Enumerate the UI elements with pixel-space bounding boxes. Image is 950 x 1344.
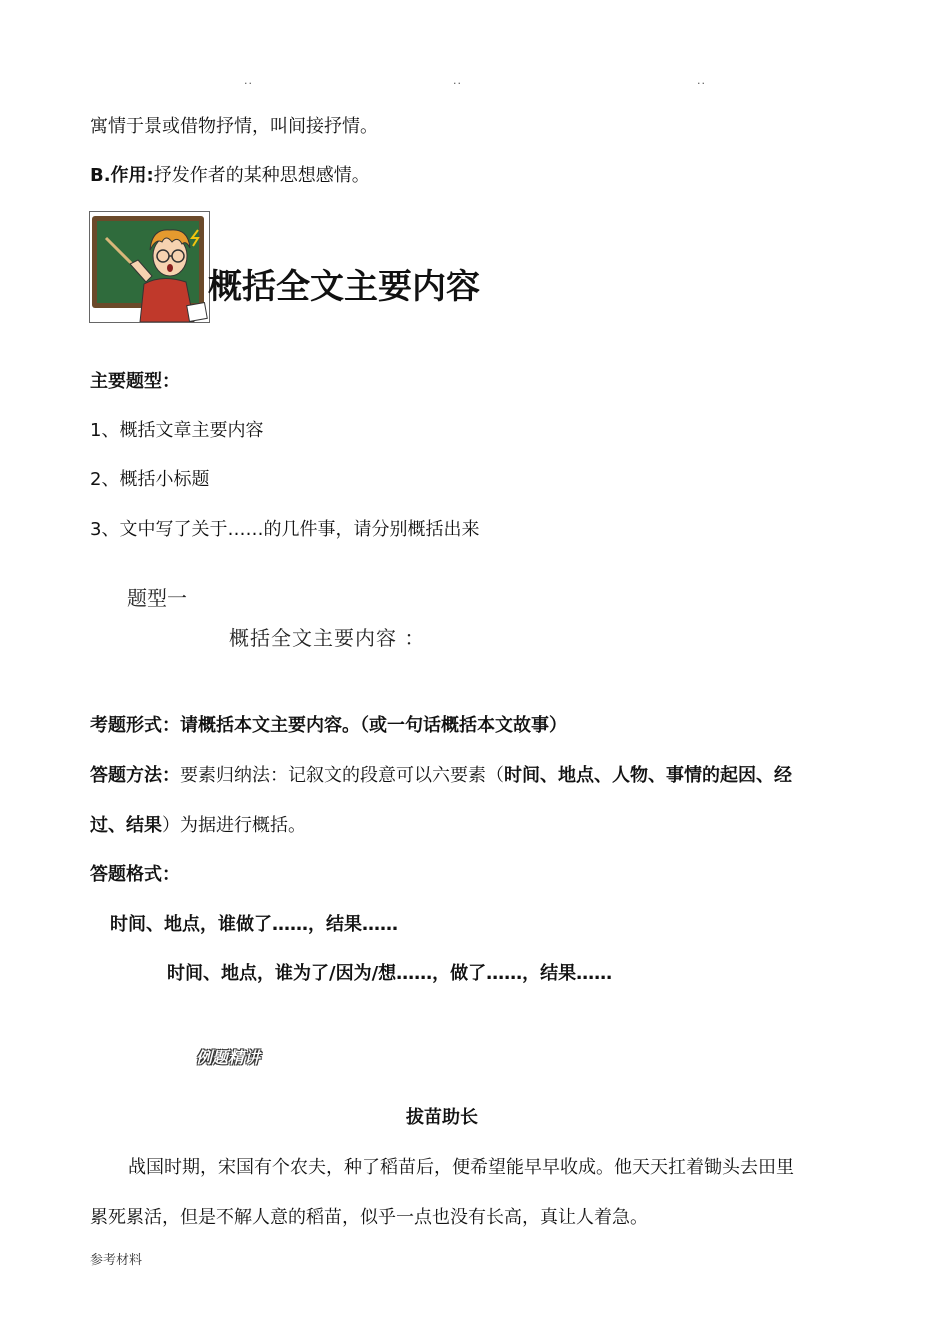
story-paragraph-line-1: 战国时期，宋国有个农夫，种了稻苗后，便希望能早早收成。他天天扛着锄头去田里	[128, 1157, 794, 1178]
example-ribbon: 例题精讲	[196, 1048, 261, 1067]
method-label: 答题方法：	[90, 765, 180, 786]
method-text-b: ）为据进行概括。	[162, 815, 306, 836]
main-type-item-2: 2、概括小标题	[90, 469, 210, 490]
effect-label: B.作用:	[90, 165, 154, 186]
section-title: 概括全文主要内容	[208, 267, 480, 307]
method-text-bold2: 过、结果	[90, 815, 162, 836]
format-line-1: 时间、地点，谁做了……，结果……	[110, 914, 398, 935]
teacher-pointing-icon	[90, 212, 209, 322]
exam-form-text: 请概括本文主要内容。（或一句话概括本文故事）	[180, 715, 567, 736]
exam-form-label: 考题形式：	[90, 715, 180, 736]
header-dot-2: ..	[453, 74, 462, 87]
story-title: 拔苗助长	[406, 1107, 478, 1128]
footer-text: 参考材料	[90, 1253, 143, 1268]
main-type-item-3: 3、文中写了关于……的几件事，请分别概括出来	[90, 519, 480, 540]
intro-line: 寓情于景或借物抒情，叫间接抒情。	[90, 116, 378, 137]
format-line-2: 时间、地点，谁为了/因为/想……，做了……，结果……	[167, 963, 613, 984]
format-label: 答题格式：	[90, 864, 180, 885]
main-types-label: 主要题型：	[90, 371, 180, 392]
main-type-item-1: 1、概括文章主要内容	[90, 420, 264, 441]
effect-text: 抒发作者的某种思想感情。	[153, 165, 370, 186]
teacher-illustration	[89, 211, 210, 323]
method-line-2	[90, 814, 306, 838]
type-one-subtitle: 概括全文主要内容 ：	[229, 626, 426, 650]
effect-line	[90, 164, 370, 188]
method-line-1	[90, 764, 792, 788]
header-dot-3: ..	[697, 74, 706, 87]
method-text-a: 要素归纳法：记叙文的段意可以六要素（	[180, 765, 504, 786]
exam-form-line	[90, 714, 567, 738]
method-text-bold: 时间、地点、人物、事情的起因、经	[504, 765, 792, 786]
header-dot-1: ..	[244, 74, 253, 87]
story-paragraph-line-2: 累死累活，但是不解人意的稻苗，似乎一点也没有长高，真让人着急。	[90, 1207, 648, 1228]
type-one-label: 题型一	[127, 586, 187, 610]
